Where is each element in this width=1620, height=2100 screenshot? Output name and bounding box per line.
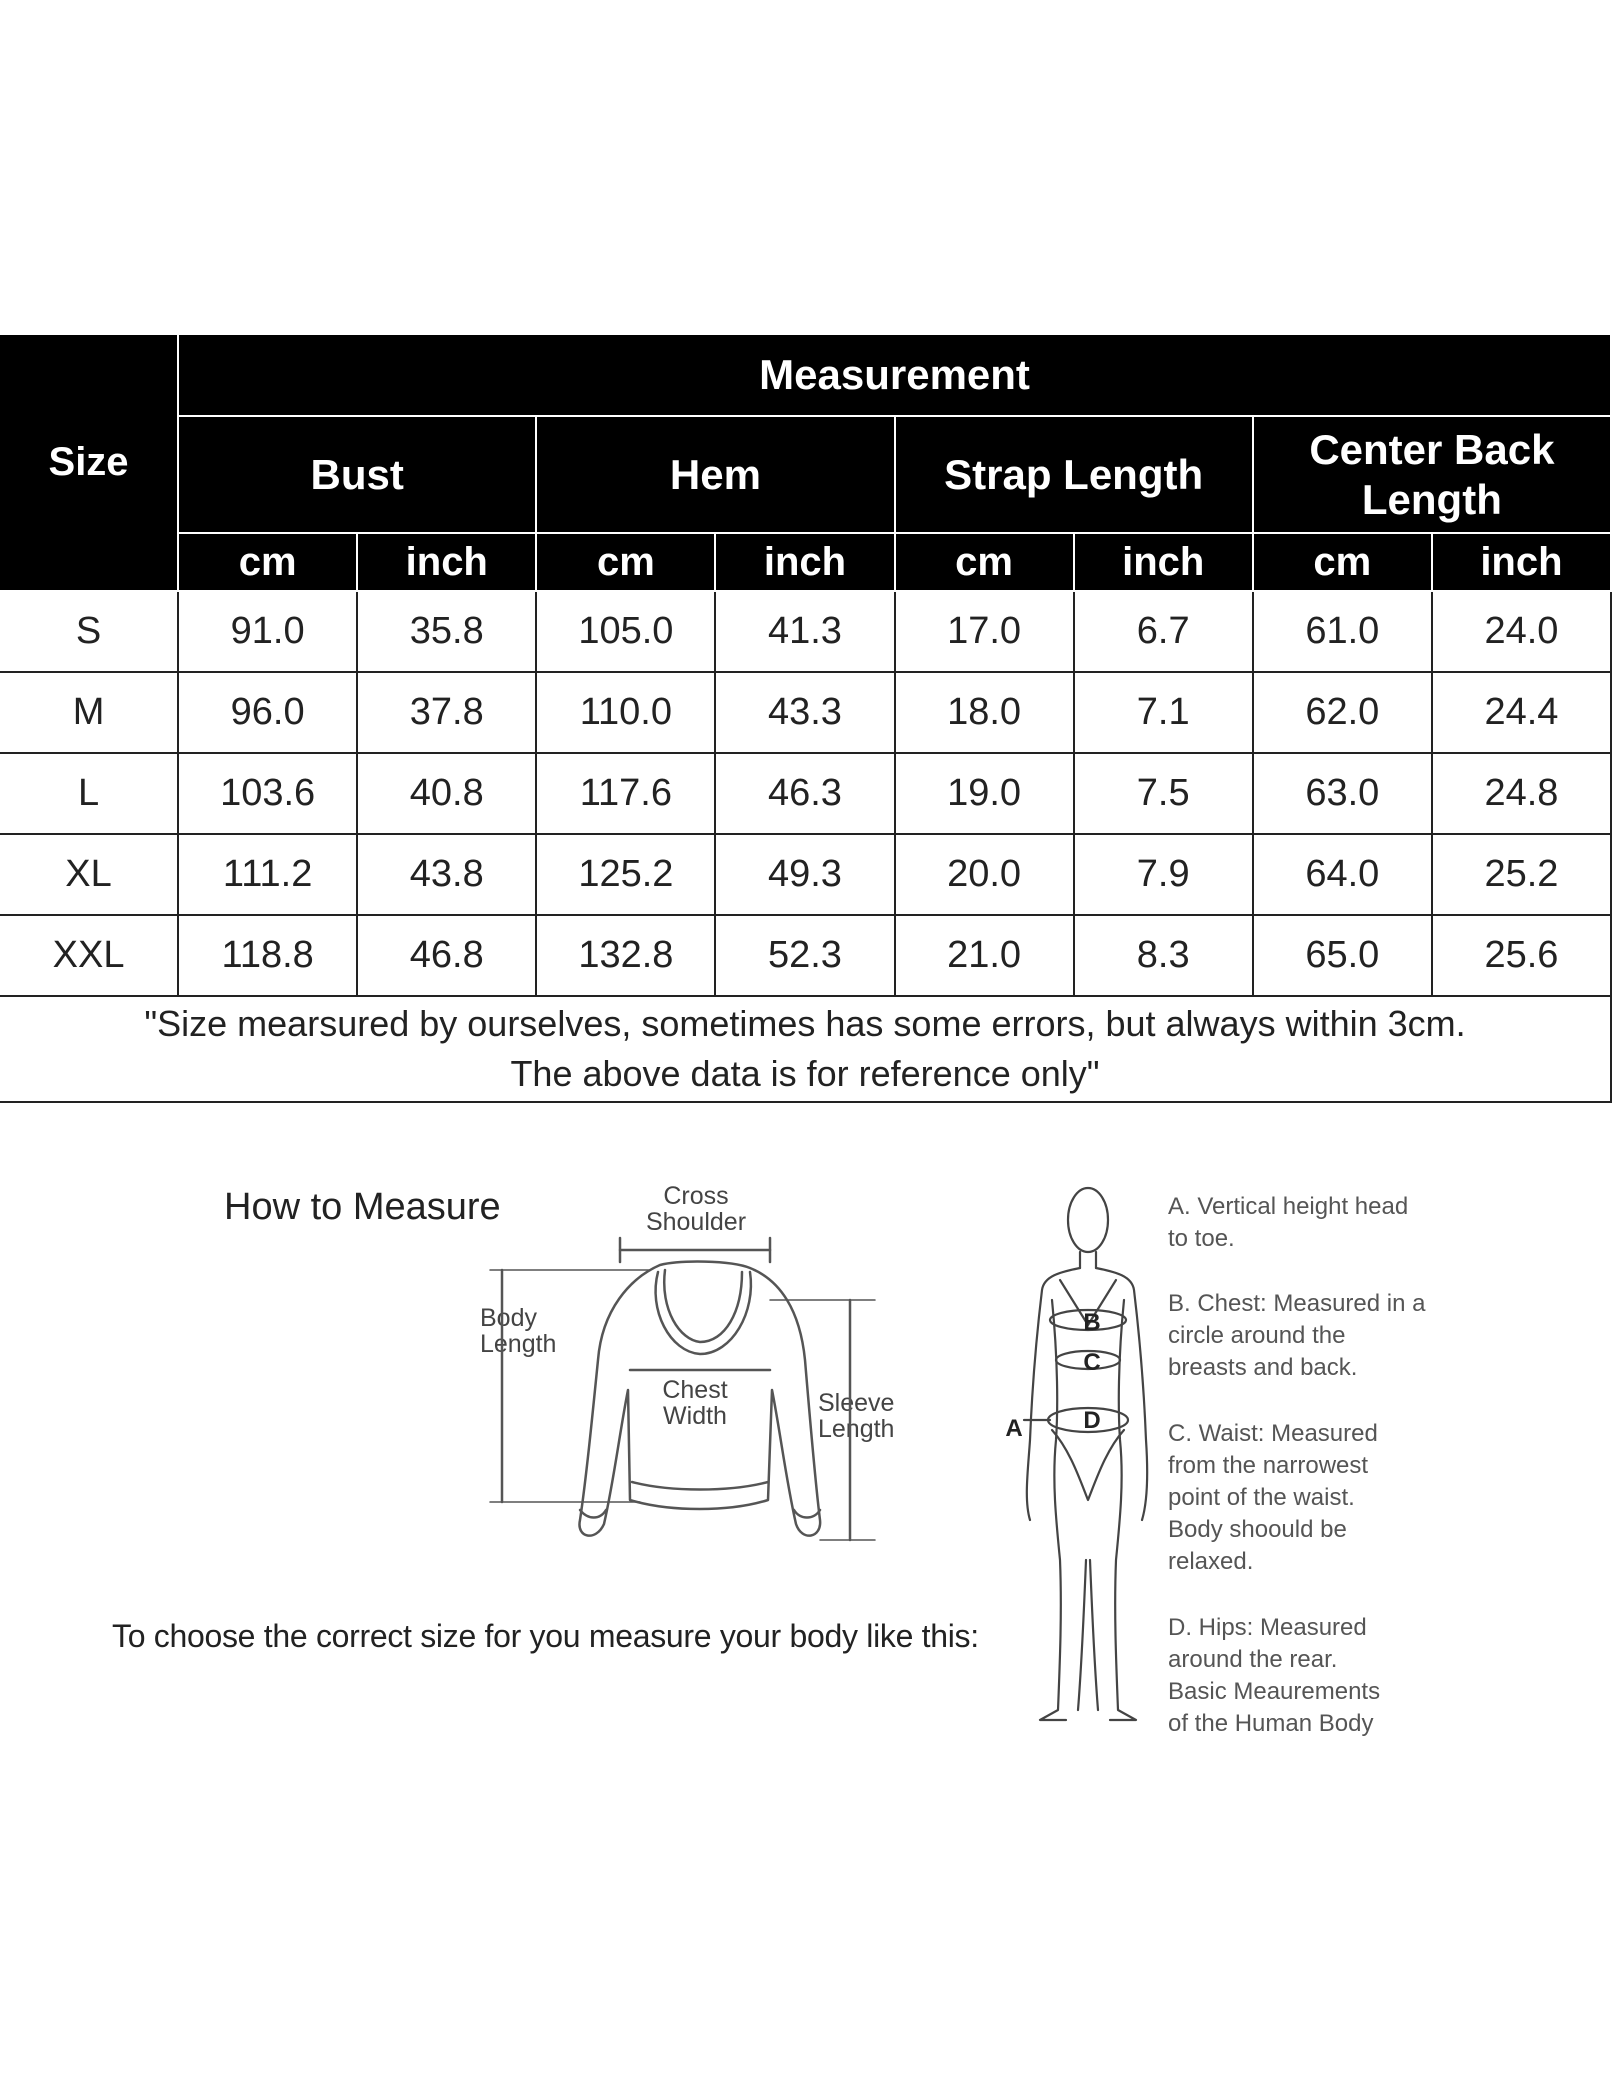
value-cell: 91.0 [178, 591, 357, 672]
value-cell: 43.8 [357, 834, 536, 915]
table-row [0, 591, 1611, 672]
note-height: A. Vertical height head to toe. [1168, 1193, 1409, 1252]
unit-header: cm [178, 533, 357, 591]
value-cell: 7.9 [1074, 834, 1253, 915]
size-cell: M [0, 672, 178, 753]
reference-note [0, 996, 1611, 1102]
unit-header: inch [1432, 533, 1611, 591]
value-cell: 43.3 [715, 672, 894, 753]
sweater-outline [579, 1262, 820, 1536]
size-cell: XXL [0, 915, 178, 996]
note-row [0, 996, 1611, 1102]
value-cell: 17.0 [895, 591, 1074, 672]
value-cell: 25.2 [1432, 834, 1611, 915]
choose-size-instruction: To choose the correct size for you measure your body like this: [112, 1618, 979, 1654]
unit-header: cm [895, 533, 1074, 591]
unit-header: inch [1074, 533, 1253, 591]
value-cell: 64.0 [1253, 834, 1432, 915]
human-body-diagram [1000, 1180, 1150, 1740]
bust-header: Bust [178, 416, 536, 533]
value-cell: 110.0 [536, 672, 715, 753]
size-chart-table [0, 333, 1612, 1103]
size-column-header: Size [0, 334, 178, 591]
value-cell: 46.8 [357, 915, 536, 996]
value-cell: 103.6 [178, 753, 357, 834]
size-cell: XL [0, 834, 178, 915]
value-cell: 19.0 [895, 753, 1074, 834]
table-row [0, 915, 1611, 996]
value-cell: 46.3 [715, 753, 894, 834]
unit-header: cm [1253, 533, 1432, 591]
note-line-2: The above data is for reference only" [510, 1053, 1100, 1094]
value-cell: 118.8 [178, 915, 357, 996]
sleeve-length-label: Sleeve Length [818, 1389, 895, 1443]
value-cell: 61.0 [1253, 591, 1432, 672]
center-back-length-header: Center Back Length [1253, 416, 1611, 533]
measurement-header: Measurement [178, 334, 1611, 416]
value-cell: 21.0 [895, 915, 1074, 996]
marker-a: A [1005, 1415, 1023, 1442]
value-cell: 40.8 [357, 753, 536, 834]
value-cell: 63.0 [1253, 753, 1432, 834]
unit-header: cm [536, 533, 715, 591]
value-cell: 62.0 [1253, 672, 1432, 753]
marker-b: B [1083, 1309, 1101, 1336]
unit-header: inch [715, 533, 894, 591]
value-cell: 111.2 [178, 834, 357, 915]
table-row [0, 834, 1611, 915]
value-cell: 41.3 [715, 591, 894, 672]
value-cell: 18.0 [895, 672, 1074, 753]
table-row [0, 753, 1611, 834]
hem-header: Hem [536, 416, 894, 533]
value-cell: 37.8 [357, 672, 536, 753]
value-cell: 24.4 [1432, 672, 1611, 753]
note-line-1: "Size mearsured by ourselves, sometimes has some errors, but always within 3cm. [144, 1003, 1466, 1044]
value-cell: 117.6 [536, 753, 715, 834]
value-cell: 52.3 [715, 915, 894, 996]
note-waist: C. Waist: Measured from the narrowest point of the waist. Body shoould be relaxed. [1168, 1420, 1378, 1575]
value-cell: 132.8 [536, 915, 715, 996]
value-cell: 105.0 [536, 591, 715, 672]
garment-diagram [480, 1220, 900, 1560]
table-row [0, 672, 1611, 753]
note-chest: B. Chest: Measured in a circle around the breasts and back. [1168, 1290, 1426, 1381]
value-cell: 96.0 [178, 672, 357, 753]
value-cell: 6.7 [1074, 591, 1253, 672]
marker-d: D [1083, 1407, 1101, 1434]
value-cell: 25.6 [1432, 915, 1611, 996]
how-to-measure-title: How to Measure [224, 1186, 501, 1228]
value-cell: 125.2 [536, 834, 715, 915]
value-cell: 7.5 [1074, 753, 1253, 834]
value-cell: 20.0 [895, 834, 1074, 915]
size-cell: S [0, 591, 178, 672]
marker-c: C [1083, 1349, 1101, 1376]
value-cell: 35.8 [357, 591, 536, 672]
value-cell: 24.8 [1432, 753, 1611, 834]
value-cell: 7.1 [1074, 672, 1253, 753]
value-cell: 49.3 [715, 834, 894, 915]
size-cell: L [0, 753, 178, 834]
value-cell: 24.0 [1432, 591, 1611, 672]
value-cell: 65.0 [1253, 915, 1432, 996]
strap-length-header: Strap Length [895, 416, 1253, 533]
body-length-label: Body Length [480, 1304, 557, 1358]
unit-header: inch [357, 533, 536, 591]
head-outline [1068, 1188, 1108, 1252]
cross-shoulder-label: Cross Shoulder [645, 1182, 747, 1236]
chest-width-label: Chest Width [662, 1376, 728, 1430]
note-hips: D. Hips: Measured around the rear. Basic Meaurements of the Human Body [1168, 1614, 1381, 1737]
value-cell: 8.3 [1074, 915, 1253, 996]
